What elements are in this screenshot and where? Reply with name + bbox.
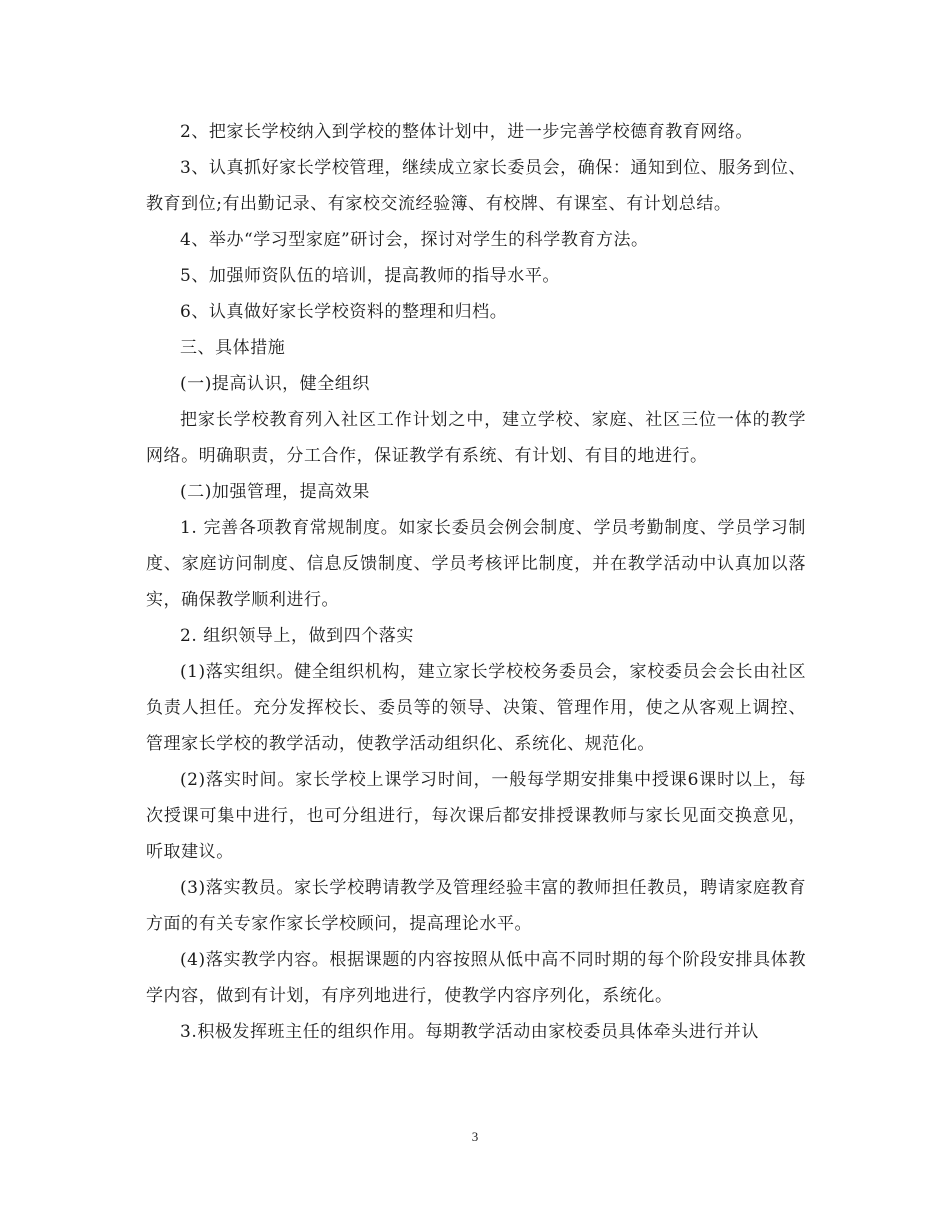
paragraph-item-3: 3、认真抓好家长学校管理，继续成立家长委员会，确保：通知到位、服务到位、教育到位;有出勤记录、有家校交流经验簿、有校牌、有课室、有计划总结。 [146,158,806,214]
paragraph-item-6: 6、认真做好家长学校资料的整理和归档。 [180,302,508,322]
paragraph-content: (4)落实教学内容。根据课题的内容按照从低中高不同时期的每个阶段安排具体教学内容，做到有计划，有序列地进行，使教学内容序列化，系统化。 [146,950,806,1006]
paragraph-time: (2)落实时间。家长学校上课学习时间，一般每学期安排集中授课6课时以上，每次授课可集中进行，也可分组进行，每次课后都安排授课教师与家长见面交换意见，听取建议。 [146,770,806,862]
paragraph-class-teacher: 3.积极发挥班主任的组织作用。每期教学活动由家校委员具体牵头进行并认 [180,1022,759,1042]
paragraph-teachers: (3)落实教员。家长学校聘请教学及管理经验丰富的教师担任教员，聘请家庭教育方面的有关专家作家长学校顾问，提高理论水平。 [146,878,806,934]
page-number: 3 [471,1129,479,1144]
section-heading-measures: 三、具体措施 [180,338,286,358]
document-body [146,114,806,1050]
paragraph-item-4: 4、举办“学习型家庭”研讨会，探讨对学生的科学教育方法。 [180,230,649,250]
paragraph-organization: (1)落实组织。健全组织机构，建立家长学校校务委员会，家校委员会会长由社区负责人担任。充分发挥校长、委员等的领导、决策、管理作用，使之从客观上调控、管理家长学校的教学活动，使教学活动组织化、系统化、规范化。 [146,662,806,754]
paragraph-item-5: 5、加强师资队伍的培训，提高教师的指导水平。 [180,266,560,286]
subheading-management: (二)加强管理，提高效果 [180,482,370,502]
paragraph-item-2: 2、把家长学校纳入到学校的整体计划中，进一步完善学校德育教育网络。 [180,122,753,142]
subheading-awareness: (一)提高认识，健全组织 [180,374,370,394]
paragraph-community-plan: 把家长学校教育列入社区工作计划之中，建立学校、家庭、社区三位一体的教学网络。明确职责，分工合作，保证教学有系统、有计划、有目的地进行。 [146,410,806,466]
paragraph-rules: 1. 完善各项教育常规制度。如家长委员会例会制度、学员考勤制度、学员学习制度、家庭访问制度、信息反馈制度、学员考核评比制度，并在教学活动中认真加以落实，确保教学顺利进行。 [146,518,806,610]
paragraph-leadership: 2. 组织领导上，做到四个落实 [180,626,414,646]
